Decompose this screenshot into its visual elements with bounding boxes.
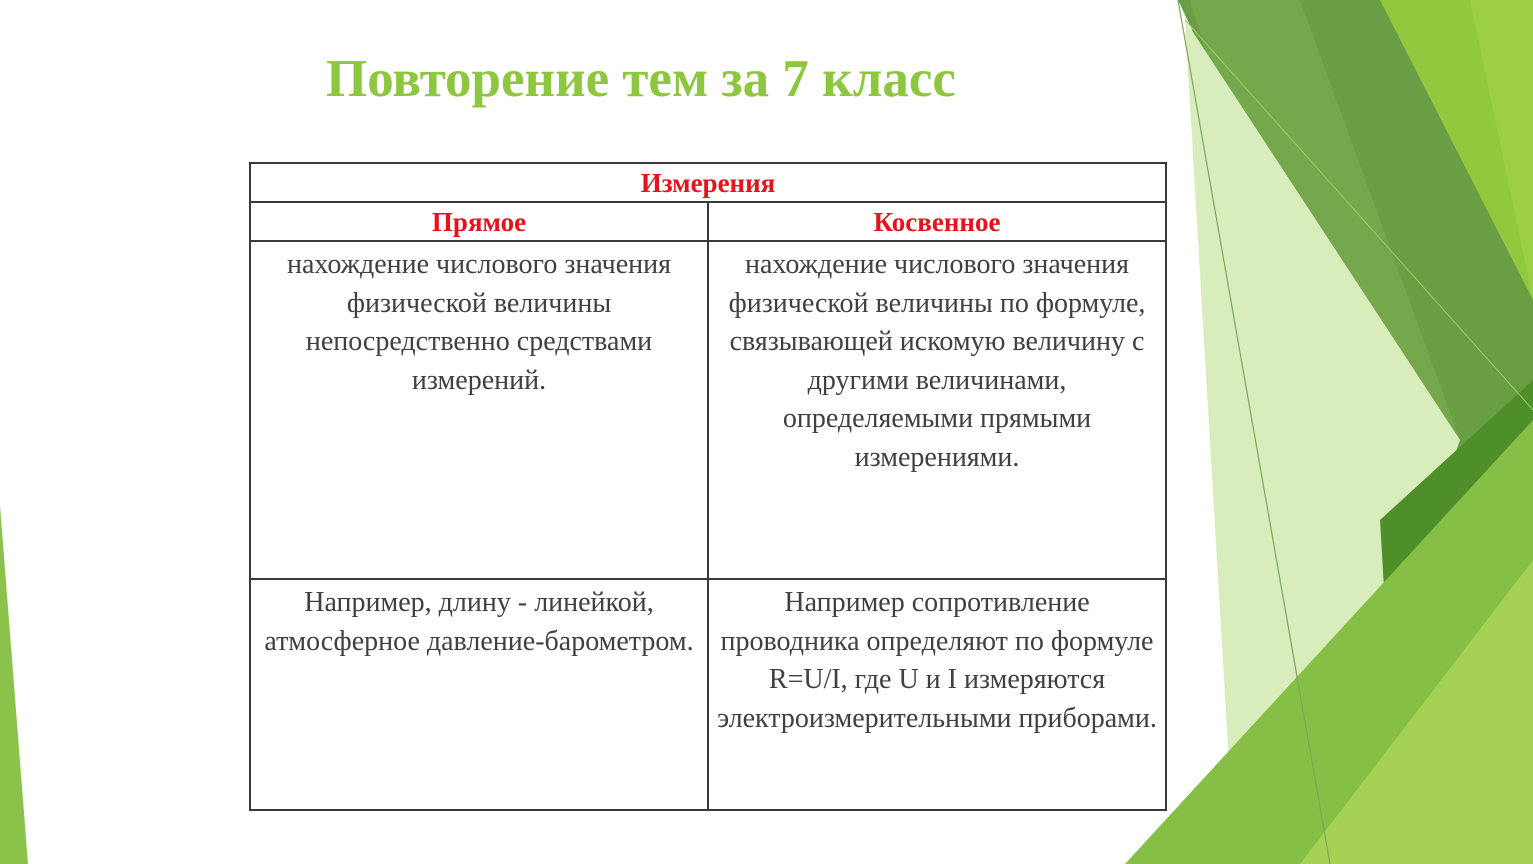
cell-indirect-example: Например сопротивление проводника определяют по формуле R=U/I, где U и I измеряются электроизмерительными приборами. [708, 579, 1166, 810]
column-header-direct: Прямое [250, 202, 708, 241]
cell-direct-example: Например, длину - линейкой, атмосферное давление-барометром. [250, 579, 708, 810]
slide-title: Повторение тем за 7 класс [326, 50, 956, 108]
cell-direct-definition: нахождение числового значения физической величины непосредственно средствами измерений. [250, 241, 708, 579]
measurements-table [249, 162, 1167, 811]
left-green-stripe [0, 505, 28, 864]
cell-indirect-definition: нахождение числового значения физической величины по формуле, связывающей искомую величину с другими величинами, определяемыми прямыми измерениями. [708, 241, 1166, 579]
table-row-definition [250, 241, 1166, 579]
column-header-indirect: Косвенное [708, 202, 1166, 241]
table-header: Измерения [250, 163, 1166, 202]
table-row-example [250, 579, 1166, 810]
